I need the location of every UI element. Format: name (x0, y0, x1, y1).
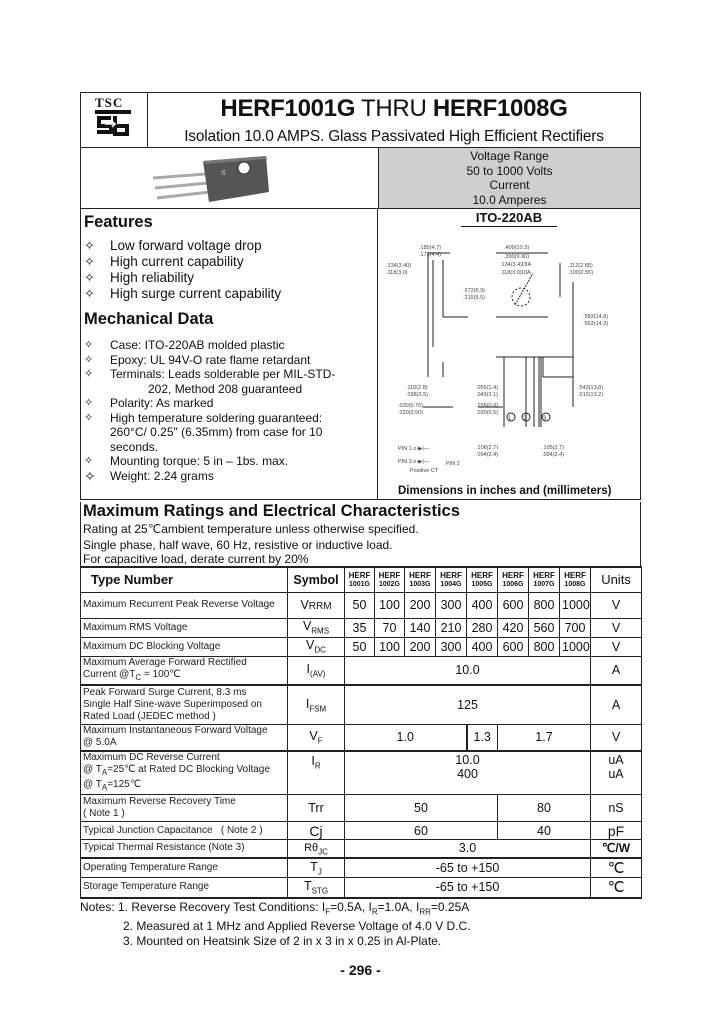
unit-cell: V (591, 618, 642, 637)
value-cell: 1.3 (467, 724, 498, 751)
value-cell: 10.0 400 (345, 751, 591, 795)
svg-text:.118(3.0): .118(3.0) (386, 270, 408, 276)
param-desc: Maximum DC Blocking Voltage (81, 637, 288, 656)
svg-text:PIN 1 o-▶|—: PIN 1 o-▶|— (398, 446, 430, 452)
svg-text:.105(2.7): .105(2.7) (542, 445, 565, 451)
table-header-row (81, 567, 642, 592)
unit-cell: nS (591, 795, 642, 822)
col-part: HERF 1004G (436, 567, 467, 592)
svg-text:.563(14.3): .563(14.3) (583, 321, 609, 327)
diamond-bullet-icon: ✧ (84, 286, 95, 301)
param-symbol: Trr (288, 795, 345, 822)
logo-text: TSC (95, 95, 124, 110)
value-cell: 400 (467, 592, 498, 618)
unit-cell: V (591, 724, 642, 751)
value-cell: 100 (375, 637, 405, 656)
param-symbol: $R\theta_{JC}$ (288, 840, 345, 858)
value-cell: 600 (498, 637, 529, 656)
svg-text:.055(1.4): .055(1.4) (476, 385, 499, 391)
diamond-bullet-icon: ✧ (84, 411, 94, 424)
tsc-logo-icon (95, 110, 131, 140)
svg-text:.035(0.9): .035(0.9) (476, 403, 499, 409)
rating-condition: Rating at 25℃ambient temperature unless otherwise specified. (83, 522, 419, 536)
svg-text:.043(1.1): .043(1.1) (476, 392, 499, 398)
svg-text:S: S (221, 170, 226, 177)
note-3: 3. Mounted on Heatsink Size of 2 in x 3 in x 0.25 in Al-Plate. (123, 933, 442, 948)
param-symbol: $V_{DC}$ (288, 637, 345, 656)
notes (80, 900, 641, 949)
param-symbol: $I_{FSM}$ (288, 685, 345, 724)
voltage-range-value: 50 to 1000 Volts (466, 163, 553, 178)
param-symbol: Cj (288, 822, 345, 840)
transistor-package-icon (81, 148, 378, 208)
mech-item-cont: 202, Method 208 guaranteed (148, 381, 303, 396)
unit-cell: V (591, 637, 642, 656)
diamond-bullet-icon: ✧ (84, 339, 94, 351)
ratings-summary (379, 148, 640, 208)
subtitle: Isolation 10.0 AMPS. Glass Passivated High Efficient Rectifiers (184, 128, 604, 145)
col-part: HERF 1003G (405, 567, 436, 592)
package-drawing (378, 209, 640, 499)
summary-row (80, 148, 641, 209)
feature-item: ✧ High reliability (84, 270, 195, 285)
param-symbol: $I_{(AV)}$ (288, 656, 345, 685)
param-desc: Maximum DC Reverse Current @ $T_A=25℃$ at Rated DC Blocking Voltage @ $T_A=125℃$ (81, 751, 288, 795)
diamond-bullet-icon: ✧ (84, 467, 96, 484)
value-cell: -65 to +150 (345, 878, 591, 898)
features-list (84, 238, 377, 302)
svg-text:.173(4.4): .173(4.4) (419, 252, 442, 258)
svg-text:.020(0.5): .020(0.5) (476, 410, 499, 416)
unit-cell: pF (591, 822, 642, 840)
value-cell: 300 (436, 592, 467, 618)
page-number: - 296 - (340, 961, 381, 978)
value-cell: 40 (498, 822, 591, 840)
features-heading: Features (84, 213, 153, 231)
rating-condition: Single phase, half wave, 60 Hz, resistive or inductive load. (83, 538, 393, 552)
value-cell: 125 (345, 685, 591, 724)
unit-cell: V (591, 592, 642, 618)
mech-item: ✧ High temperature soldering guaranteed: (84, 410, 323, 425)
svg-text:.185(4.7): .185(4.7) (419, 245, 442, 251)
diamond-bullet-icon: ✧ (84, 353, 94, 366)
col-part: HERF 1002G (375, 567, 405, 592)
ratings-table (80, 566, 642, 899)
svg-text:PIN 3 o-▶|—: PIN 3 o-▶|— (398, 459, 430, 465)
param-desc: Maximum Instantaneous Forward Voltage @ 5.0A (81, 724, 288, 751)
svg-text:.543(13.8): .543(13.8) (578, 385, 604, 391)
unit-cell: A (591, 656, 642, 685)
ratings-section (80, 502, 641, 566)
unit-cell: ℃ (591, 878, 642, 898)
mech-item: ✧ Mounting torque: 5 in – 1bs. max. (84, 454, 289, 468)
diamond-bullet-icon: ✧ (84, 270, 95, 285)
param-desc: Storage Temperature Range (81, 878, 288, 898)
param-symbol: $I_R$ (288, 751, 345, 795)
header (80, 92, 641, 148)
param-desc: Peak Forward Surge Current, 8.3 ms Single Half Sine-wave Superimposed on Rated Load (JEDEC method ) (81, 685, 288, 724)
value-cell: 200 (405, 637, 436, 656)
param-desc: Maximum RMS Voltage (81, 618, 288, 637)
page-title: HERF1001G THRU HERF1008G (220, 95, 568, 122)
value-cell: 100 (375, 592, 405, 618)
value-cell: 1000 (560, 592, 591, 618)
svg-text:.409(10.3): .409(10.3) (504, 245, 530, 251)
mech-item-cont: seconds. (110, 439, 159, 454)
feature-item: ✧ High surge current capability (84, 286, 282, 301)
svg-text:2: 2 (523, 416, 527, 422)
svg-text:.020(0.50): .020(0.50) (398, 410, 424, 416)
param-desc: Maximum Reverse Recovery Time ( Note 1 ) (81, 795, 288, 822)
svg-text:.112(2.85): .112(2.85) (568, 263, 593, 269)
col-part: HERF 1007G (529, 567, 560, 592)
param-symbol: $V_F$ (288, 724, 345, 751)
mech-item: ✧ Case: ITO-220AB molded plastic (84, 338, 285, 352)
rating-condition: For capacitive load, derate current by 20% (83, 552, 309, 566)
package-photo (81, 148, 379, 208)
diamond-bullet-icon: ✧ (84, 368, 94, 380)
diamond-bullet-icon: ✧ (84, 455, 94, 467)
unit-cell: ℃ (591, 858, 642, 878)
dimension-drawing-icon (378, 227, 641, 487)
svg-text:.110(2.8): .110(2.8) (406, 385, 428, 391)
value-cell: 300 (436, 637, 467, 656)
svg-text:3: 3 (543, 416, 547, 422)
table-row (81, 840, 642, 858)
value-cell: 280 (467, 618, 498, 637)
svg-text:.390(9.90): .390(9.90) (504, 254, 530, 260)
value-cell: 800 (529, 592, 560, 618)
svg-text:.100(2.55): .100(2.55) (568, 270, 594, 276)
svg-text:Positive CT: Positive CT (410, 468, 439, 474)
value-cell: 80 (498, 795, 591, 822)
param-desc: Maximum Average Forward Rectified Current $@T_C$ = 100℃ (81, 656, 288, 685)
current-value: 10.0 Amperes (472, 192, 547, 207)
table-row (81, 795, 642, 822)
mech-item-cont: 260°C/ 0.25" (6.35mm) from case for 10 (110, 425, 323, 439)
value-cell: 210 (436, 618, 467, 637)
mech-item: ✧ Epoxy: UL 94V-O rate flame retardant (84, 352, 311, 367)
col-type-number: Type Number (81, 567, 288, 592)
svg-text:.094(2.4): .094(2.4) (542, 452, 565, 458)
svg-text:.512(13.2): .512(13.2) (578, 392, 604, 398)
col-part: HERF 1005G (467, 567, 498, 592)
svg-text:PIN 2: PIN 2 (446, 461, 460, 467)
table-row (81, 822, 642, 840)
note-2: 2. Measured at 1 MHz and Applied Reverse Voltage of 4.0 V D.C. (123, 918, 471, 933)
mechanical-list (84, 338, 377, 483)
value-cell: 35 (345, 618, 375, 637)
param-symbol: VRRM (288, 592, 345, 618)
diamond-bullet-icon: ✧ (84, 254, 95, 269)
value-cell: 140 (405, 618, 436, 637)
tsc-logo (81, 93, 148, 147)
svg-text:.098(2.5): .098(2.5) (406, 392, 429, 398)
value-cell: 1.0 (345, 724, 467, 751)
value-cell: 60 (345, 822, 498, 840)
value-cell: 50 (345, 637, 375, 656)
col-part: HERF 1006G (498, 567, 529, 592)
table-row (81, 751, 642, 795)
dimension-caption: Dimensions in inches and (millimeters) (398, 485, 612, 497)
svg-text:.106(2.7): .106(2.7) (476, 445, 499, 451)
voltage-range-label: Voltage Range (470, 149, 549, 163)
col-units: Units (591, 567, 642, 592)
table-row (81, 685, 642, 724)
mech-item: ✧ Weight: 2.24 grams (84, 467, 214, 484)
svg-text:.118(3.0)DIA: .118(3.0)DIA (500, 270, 531, 276)
col-symbol: Symbol (288, 567, 345, 592)
unit-cell: uA uA (591, 751, 642, 795)
table-row (81, 618, 642, 637)
value-cell: 3.0 (345, 840, 591, 858)
svg-text:.134(3.40): .134(3.40) (386, 263, 412, 269)
value-cell: 70 (375, 618, 405, 637)
value-cell: 560 (529, 618, 560, 637)
package-name: ITO-220AB (378, 210, 640, 225)
table-row (81, 656, 642, 685)
value-cell: 420 (498, 618, 529, 637)
param-desc: Typical Thermal Resistance (Note 3) (81, 840, 288, 858)
unit-cell: A (591, 685, 642, 724)
table-row (81, 858, 642, 878)
value-cell: 800 (529, 637, 560, 656)
value-cell: 400 (467, 637, 498, 656)
svg-text:.583(14.8): .583(14.8) (583, 314, 609, 320)
value-cell: 1.7 (498, 724, 591, 751)
svg-text:.272(6.9): .272(6.9) (463, 288, 486, 294)
param-desc: Operating Temperature Range (81, 858, 288, 878)
table-row (81, 637, 642, 656)
mech-item: ✧ Polarity: As marked (84, 396, 214, 410)
param-desc: Maximum Recurrent Peak Reverse Voltage (81, 592, 288, 618)
table-row (81, 878, 642, 898)
mech-item: ✧ Terminals: Leads solderable per MIL-STD- (84, 367, 336, 381)
feature-item: ✧ High current capability (84, 254, 244, 269)
value-cell: 50 (345, 795, 498, 822)
col-part: HERF 1001G (345, 567, 375, 592)
param-symbol: $T_{STG}$ (288, 878, 345, 898)
note-1: Notes: 1. Reverse Recovery Test Conditions: $I_F=0.5A$, $I_R=1.0A$, $I_{RR}=0.25A$ (80, 899, 470, 916)
param-symbol: $V_{RMS}$ (288, 618, 345, 637)
svg-text:1: 1 (508, 416, 512, 422)
ratings-heading: Maximum Ratings and Electrical Characteristics (83, 502, 460, 520)
diamond-bullet-icon: ✧ (84, 238, 95, 253)
features-row (80, 209, 641, 500)
features-column (81, 209, 378, 499)
param-symbol: $T_J$ (288, 858, 345, 878)
value-cell: 600 (498, 592, 529, 618)
value-cell: -65 to +150 (345, 858, 591, 878)
table-row (81, 592, 642, 618)
unit-cell: ℃/W (591, 840, 642, 858)
feature-item: ✧ Low forward voltage drop (84, 238, 262, 253)
value-cell: 700 (560, 618, 591, 637)
svg-text:.030(0.76): .030(0.76) (398, 403, 424, 409)
mechanical-heading: Mechanical Data (84, 310, 214, 328)
current-label: Current (489, 178, 530, 192)
svg-text:.215(5.5): .215(5.5) (463, 295, 486, 301)
diamond-bullet-icon: ✧ (84, 397, 94, 409)
value-cell: 50 (345, 592, 375, 618)
table-row (81, 724, 642, 751)
col-part: HERF 1008G (560, 567, 591, 592)
datasheet-page (80, 92, 641, 978)
value-cell: 200 (405, 592, 436, 618)
svg-text:.134(3.4)DIA: .134(3.4)DIA (500, 262, 532, 268)
svg-text:.094(2.4): .094(2.4) (476, 452, 499, 458)
param-desc: Typical Junction Capacitance ( Note 2 ) (81, 822, 288, 840)
value-cell: 10.0 (345, 656, 591, 685)
value-cell: 1000 (560, 637, 591, 656)
